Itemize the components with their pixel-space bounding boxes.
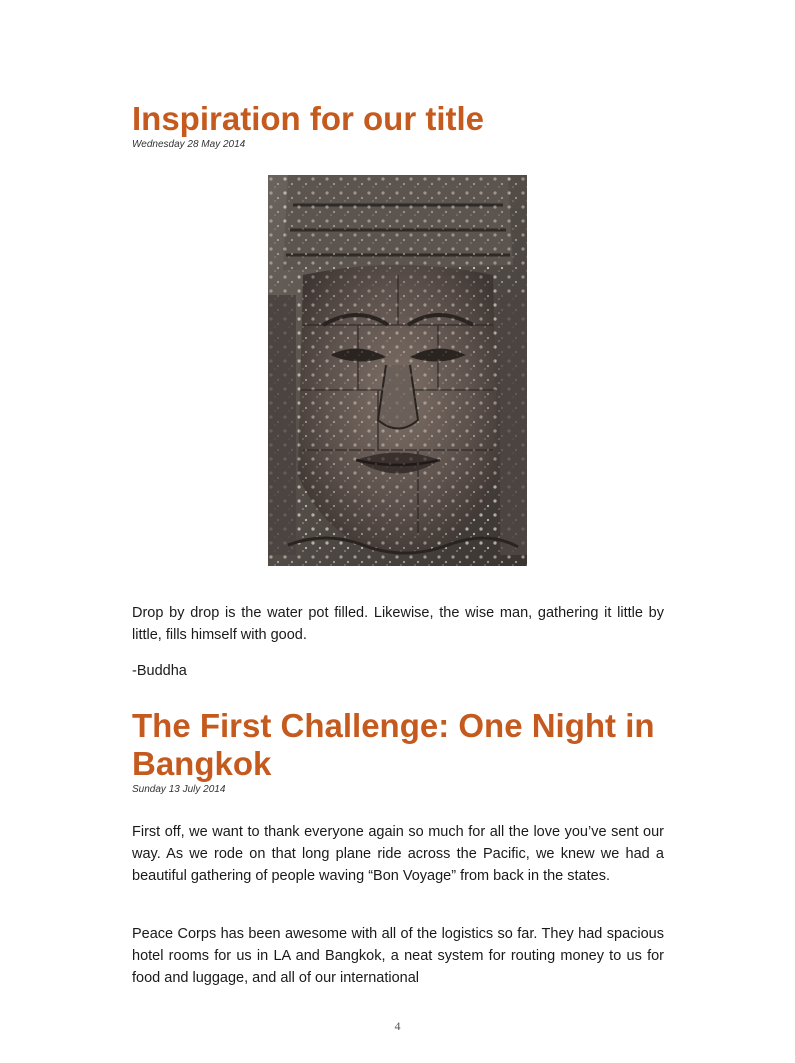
post-paragraph: Drop by drop is the water pot filled. Likewise, the wise man, gathering it little by little, fills himself with good. — [132, 605, 664, 643]
page-number: 4 — [394, 1019, 401, 1033]
post-title: The First Challenge: One Night in Bangkok — [132, 707, 655, 782]
post-paragraph: First off, we want to thank everyone again so much for all the love you’ve sent our way. As we rode on that long plane ride across the Pacific, we knew we had a beautiful gathering of people waving “Bon Voyage” from back in the states. — [132, 824, 664, 884]
stone-face-sculpture-image — [268, 175, 527, 566]
post-quote-attribution: -Buddha — [132, 663, 187, 679]
post-title: Inspiration for our title — [132, 100, 484, 137]
post-date: Wednesday 28 May 2014 — [132, 139, 246, 150]
post-paragraph: Peace Corps has been awesome with all of the logistics so far. They had spacious hotel rooms for us in LA and Bangkok, a neat system for routing money to us for food and luggage, and all of our international — [132, 926, 664, 986]
post-date: Sunday 13 July 2014 — [132, 784, 226, 795]
